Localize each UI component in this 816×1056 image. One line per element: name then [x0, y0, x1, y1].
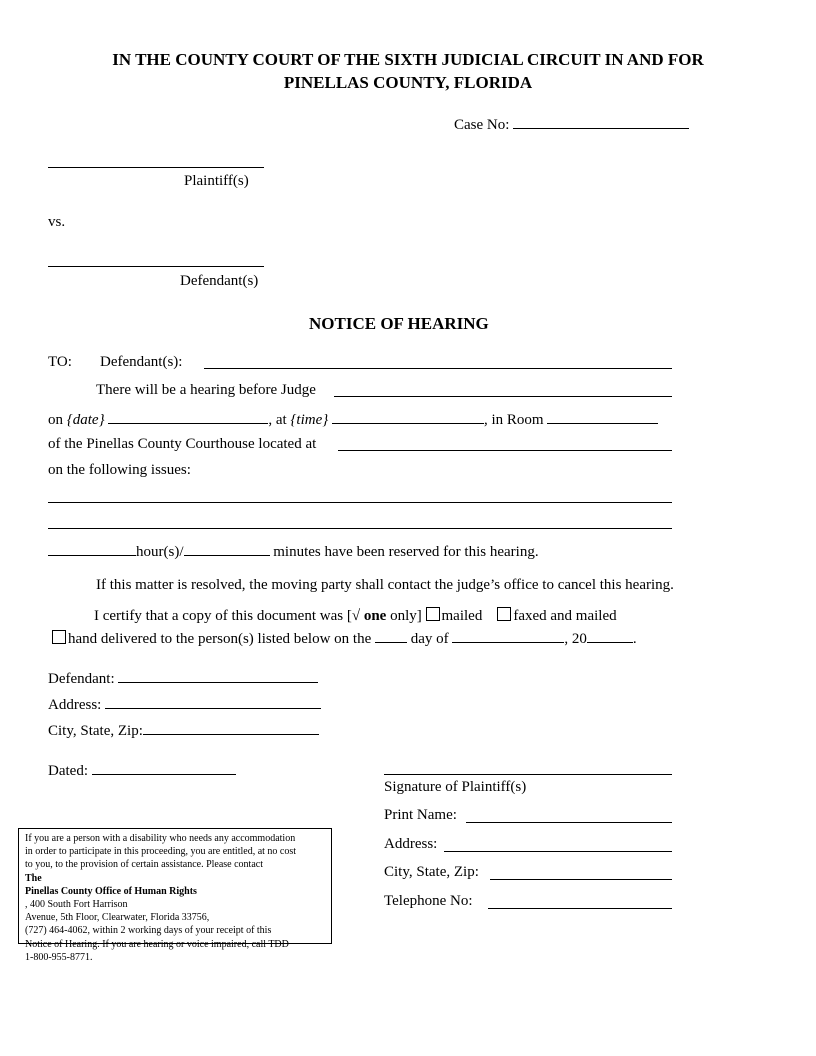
dated-line[interactable]: [92, 759, 236, 775]
certify-one: one: [363, 608, 387, 624]
to-label: TO:: [48, 354, 72, 370]
plaintiff-line[interactable]: [48, 167, 264, 168]
print-name-label: Print Name:: [384, 807, 457, 823]
on-label: on: [48, 412, 63, 428]
courthouse-line[interactable]: [338, 450, 672, 451]
ada-notice-box: [18, 828, 332, 963]
recipient-city-row: [48, 719, 319, 740]
to-defendant-label: Defendant(s):: [100, 354, 183, 370]
time-placeholder: {time}: [290, 412, 329, 428]
date-line[interactable]: [108, 408, 268, 424]
document-title: NOTICE OF HEARING: [309, 314, 489, 333]
recipient-address-label: Address:: [48, 697, 102, 713]
defendant-line[interactable]: [48, 266, 264, 267]
ada-notice-line: If you are a person with a disability who needs any accommodation: [25, 833, 296, 844]
case-number-label: Case No:: [454, 117, 510, 133]
certify-period: .: [632, 631, 637, 647]
time-line[interactable]: [332, 408, 484, 424]
sig-city-label: City, State, Zip:: [384, 864, 479, 880]
date-time-room-row: [48, 408, 658, 429]
hand-delivered-checkbox[interactable]: [52, 630, 66, 644]
signature-label: Signature of Plaintiff(s): [384, 779, 527, 795]
court-header-line1: IN THE COUNTY COURT OF THE SIXTH JUDICIAL CIRCUIT IN AND FOR: [112, 50, 704, 69]
faxed-label: faxed and mailed: [513, 608, 617, 624]
resolved-text: If this matter is resolved, the moving party shall contact the judge’s office to cancel this hearing.: [96, 577, 674, 593]
defendant-label: Defendant(s): [180, 273, 259, 289]
judge-text: There will be a hearing before Judge: [96, 382, 316, 398]
at-label: , at: [268, 412, 287, 428]
recipient-defendant-row: [48, 667, 318, 688]
ada-office-name: Pinellas County Office of Human Rights: [25, 885, 197, 897]
recipient-defendant-label: Defendant:: [48, 671, 115, 687]
certify-row-2: [52, 627, 637, 648]
recipient-address-row: [48, 693, 321, 714]
ada-notice-line: [25, 885, 325, 911]
telephone-line[interactable]: [488, 908, 672, 909]
sig-city-line[interactable]: [490, 879, 672, 880]
ada-notice-line: (727) 464-4062, within 2 working days of your receipt of this: [25, 925, 272, 937]
dated-row: [48, 759, 236, 780]
sig-address-label: Address:: [384, 836, 438, 852]
ada-notice-text: to you, to the provision of certain assistance. Please contact: [25, 859, 263, 871]
recipient-city-label: City, State, Zip:: [48, 723, 143, 739]
date-placeholder: {date}: [66, 412, 105, 428]
ada-notice-line: Avenue, 5th Floor, Clearwater, Florida 33756,: [25, 912, 210, 924]
day-line[interactable]: [375, 627, 407, 643]
ada-notice-bold: The: [25, 872, 42, 884]
issues-line-1[interactable]: [48, 502, 672, 503]
telephone-label: Telephone No:: [384, 893, 473, 909]
day-of-label: day of: [410, 631, 449, 647]
print-name-line[interactable]: [466, 822, 672, 823]
hand-delivered-label: hand delivered to the person(s) listed below on the: [68, 631, 372, 647]
hours-line[interactable]: [48, 540, 136, 556]
minutes-line[interactable]: [184, 540, 270, 556]
recipient-defendant-line[interactable]: [118, 667, 318, 683]
signature-line[interactable]: [384, 774, 672, 775]
ada-notice-line: 1-800-955-8771.: [25, 951, 93, 963]
room-label: , in Room: [483, 412, 544, 428]
certify-only: only]: [390, 608, 422, 624]
ada-notice-line: [25, 858, 325, 884]
ada-notice-line: in order to participate in this proceeding, you are entitled, at no cost: [25, 846, 297, 858]
issues-text: on the following issues:: [48, 462, 191, 478]
recipient-city-line[interactable]: [143, 719, 319, 735]
issues-line-2[interactable]: [48, 528, 672, 529]
vs-label: vs.: [48, 214, 66, 230]
minutes-label: minutes have been reserved for this hearing.: [273, 544, 539, 560]
plaintiff-label: Plaintiff(s): [184, 173, 249, 189]
certify-row-1: [94, 607, 617, 625]
case-number-field: [454, 113, 689, 134]
case-number-line[interactable]: [513, 113, 689, 129]
year-prefix: , 20: [564, 631, 587, 647]
faxed-checkbox[interactable]: [497, 607, 511, 621]
ada-notice-text: , 400 South Fort Harrison: [25, 899, 128, 911]
mailed-label: mailed: [441, 608, 483, 624]
room-line[interactable]: [547, 408, 658, 424]
month-line[interactable]: [452, 627, 564, 643]
certify-prefix: I certify that a copy of this document was [√: [94, 608, 361, 624]
reserved-time-row: [48, 540, 539, 561]
dated-label: Dated:: [48, 763, 88, 779]
judge-line[interactable]: [334, 396, 672, 397]
ada-notice-line: Notice of Hearing. If you are hearing or voice impaired, call TDD: [25, 938, 289, 950]
court-header-line2: PINELLAS COUNTY, FLORIDA: [283, 73, 533, 92]
year-line[interactable]: [587, 627, 633, 643]
to-defendant-line[interactable]: [204, 368, 672, 369]
mailed-checkbox[interactable]: [426, 607, 440, 621]
hours-label: hour(s)/: [136, 544, 184, 560]
courthouse-text: of the Pinellas County Courthouse located at: [48, 436, 317, 452]
recipient-address-line[interactable]: [105, 693, 321, 709]
sig-address-line[interactable]: [444, 851, 672, 852]
